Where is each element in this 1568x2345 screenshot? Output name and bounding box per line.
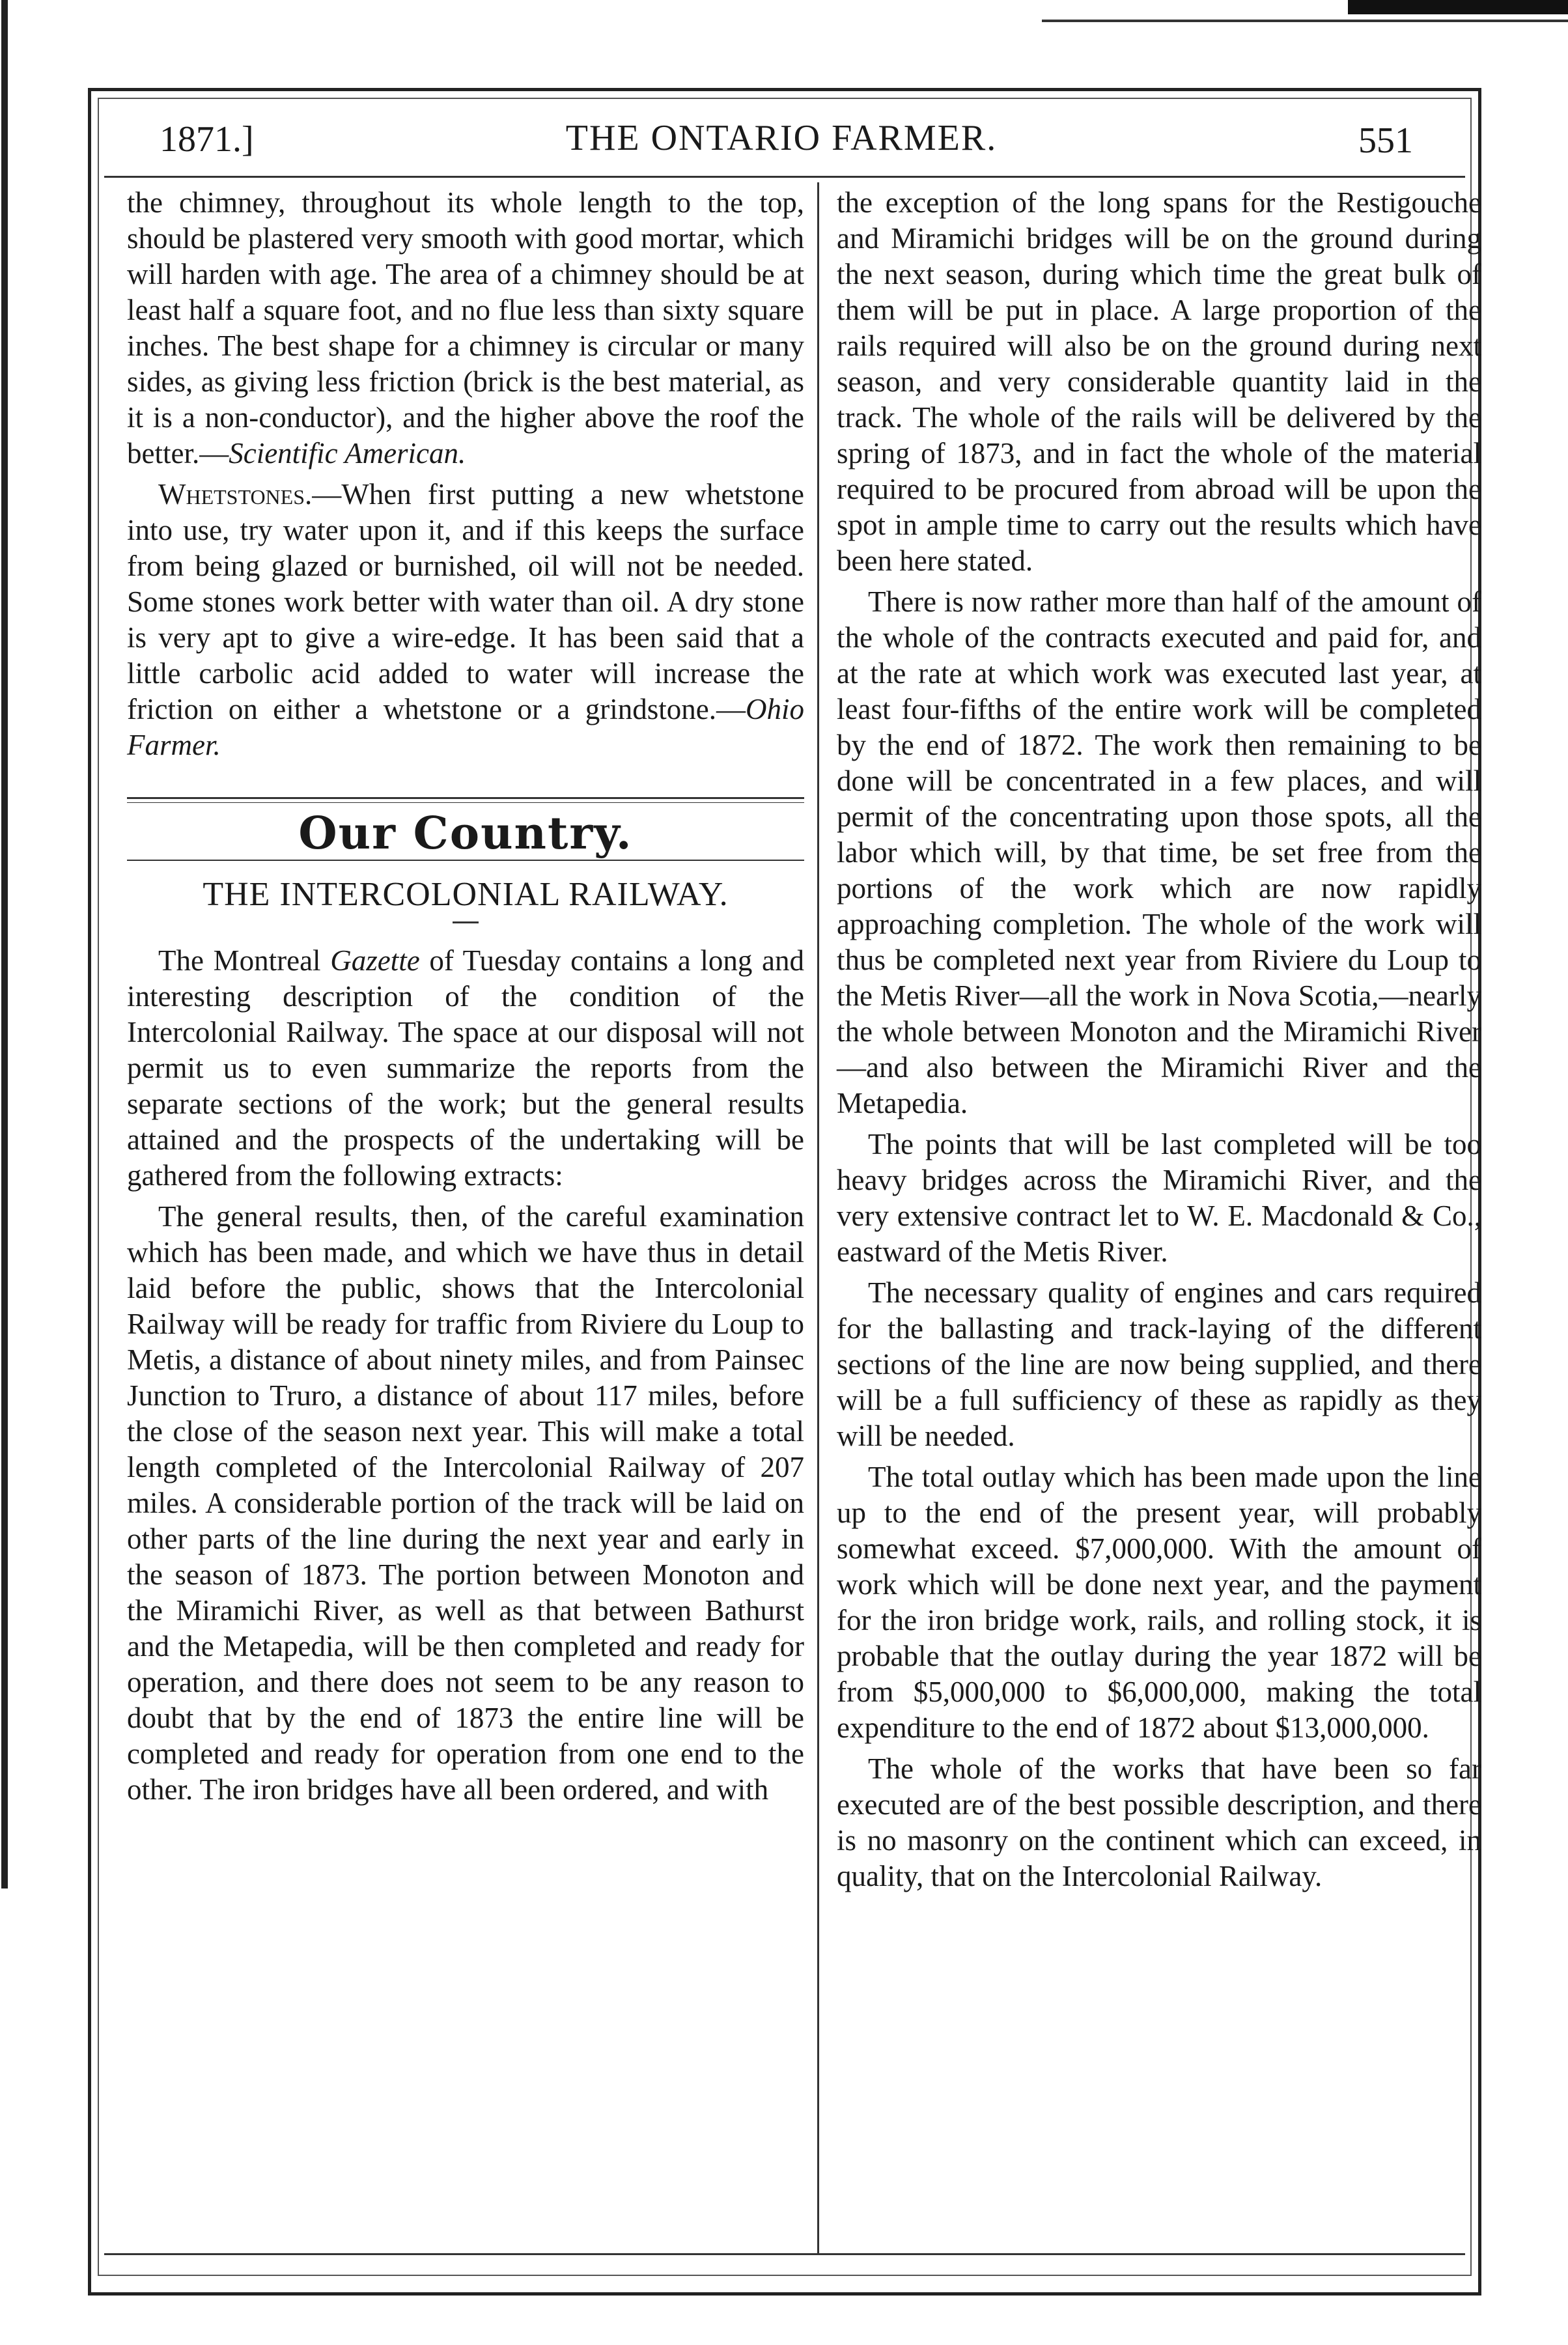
paragraph-text: the chimney, throughout its whole length to the top, should be plastered very smooth with good mortar, which will harden with age. The area of a chimney should be at least half a square foot, and no flue less than sixty square inches. The best shape for a chimney is circular or many sides, as giving less friction (brick is the best material, as it is a non-conductor), and the higher above the roof the better.— <box>127 186 804 470</box>
header-year: 1871.] <box>160 119 254 160</box>
left-column <box>127 185 804 1813</box>
newspaper-name: Gazette <box>330 944 420 977</box>
section-rule <box>127 797 804 803</box>
section-thin-rule <box>127 860 804 861</box>
source-citation: Ohio Farmer. <box>127 693 804 761</box>
scan-artifact-top-line <box>1042 20 1568 22</box>
page-header <box>111 104 1452 176</box>
paragraph-chimney <box>127 185 804 471</box>
paragraph-text: of Tuesday contains a long and interesting description of the condition of the Intercolonial Railway. The space at our disposal will not permit us to even summarize the reports from the separate sections of the work; but the general results attained and the prospects of the undertaking will be gathered from the following extracts: <box>127 944 804 1192</box>
paragraph-quality: The whole of the works that have been so far executed are of the best possible description, and there is no masonry on the continent which can exceed, in quality, that on the Intercolonial Railway. <box>837 1752 1481 1892</box>
header-page-number: 551 <box>1358 120 1413 161</box>
scan-artifact-top-bar <box>1348 0 1568 14</box>
right-column <box>837 185 1481 1900</box>
scan-artifact-left-edge <box>1 0 8 1889</box>
paragraph-intro <box>127 943 804 1194</box>
paragraph-whetstones <box>127 477 804 763</box>
paragraph-last-completed: The points that will be last completed will be too heavy bridges across the Miramichi River, and the very extensive contract let to W. E. Macdonald & Co., eastward of the Metis River. <box>837 1128 1481 1268</box>
bottom-rule <box>104 2253 1465 2255</box>
paragraph-bridges: the exception of the long spans for the Restigouche and Miramichi bridges will be on the ground during the next season, during which time the great bulk of them will be put in place. A large proportion of the rails required will also be on the ground during next season, and very considerable quantity laid in the track. The whole of the rails will be delivered by the spring of 1873, and in fact the whole of the material required to be procured from abroad will be upon the spot in ample time to carry out the results which have been here stated. <box>837 186 1481 577</box>
header-rule <box>104 176 1465 178</box>
paragraph-text: The Montreal <box>158 944 331 977</box>
article-title: THE INTERCOLONIAL RAILWAY. <box>203 876 729 913</box>
column-divider <box>817 182 819 2253</box>
section-heading: Our Country. <box>298 807 633 860</box>
title-dash <box>453 921 479 923</box>
source-citation: Scientific American. <box>229 437 466 470</box>
paragraph-general-results: The general results, then, of the careful examination which has been made, and which we have thus in detail laid before the public, shows that the Intercolonial Railway will be ready for traffic from Riviere du Loup to Metis, a distance of about ninety miles, and from Painsec Junction to Truro, a distance of about 117 miles, before the close of the season next year. This will make a total length completed of the Intercolonial Railway of 207 miles. A considerable portion of the track will be laid on other parts of the line during the next year and early in the season of 1873. The portion between Monoton and the Miramichi River, as well as that between Bathurst and the Metapedia, will be then completed and ready for operation, and there does not seem to be any reason to doubt that by the end of 1873 the entire line will be completed and ready for operation from one end to the other. The iron bridges have all been ordered, and with <box>127 1200 804 1806</box>
paragraph-lead: Whetstones. <box>158 478 313 511</box>
paragraph-outlay: The total outlay which has been made upon the line up to the end of the present year, will probably somewhat exceed. $7,000,000. With the amount of work which will be done next year, and the payment for the iron bridge work, rails, and rolling stock, it is probable that the outlay during the year 1872 will be from $5,000,000 to $6,000,000, making the total expenditure to the end of 1872 about $13,000,000. <box>837 1461 1481 1744</box>
paragraph-text: —When first putting a new whetstone into use, try water upon it, and if this keeps the surface from being glazed or burnished, oil will not be needed. Some stones work better with water than oil. A dry stone is very apt to give a wire-edge. It has been said that a little carbolic acid added to water will increase the friction on either a whetstone or a grindstone.— <box>127 478 804 725</box>
paragraph-contracts: There is now rather more than half of the amount of the whole of the contracts executed and paid for, and at the rate at which work was executed last year, at least four-fifths of the entire work will be completed by the end of 1872. The work then remaining to be done will be concentrated in a few places, and will permit of the concentrating upon those spots, all the labor which will, by that time, be set free from the portions of the work which are now rapidly approaching completion. The whole of the work will thus be completed next year from Riviere du Loup to the Metis River—all the work in Nova Scotia,—nearly the whole between Monoton and the Miramichi River—and also between the Miramichi River and the Metapedia. <box>837 585 1481 1119</box>
paragraph-engines: The necessary quality of engines and cars required for the ballasting and track-laying of the different sections of the line are now being supplied, and there will be a full sufficiency of these as rapidly as they will be needed. <box>837 1276 1481 1452</box>
header-title: THE ONTARIO FARMER. <box>565 118 998 158</box>
